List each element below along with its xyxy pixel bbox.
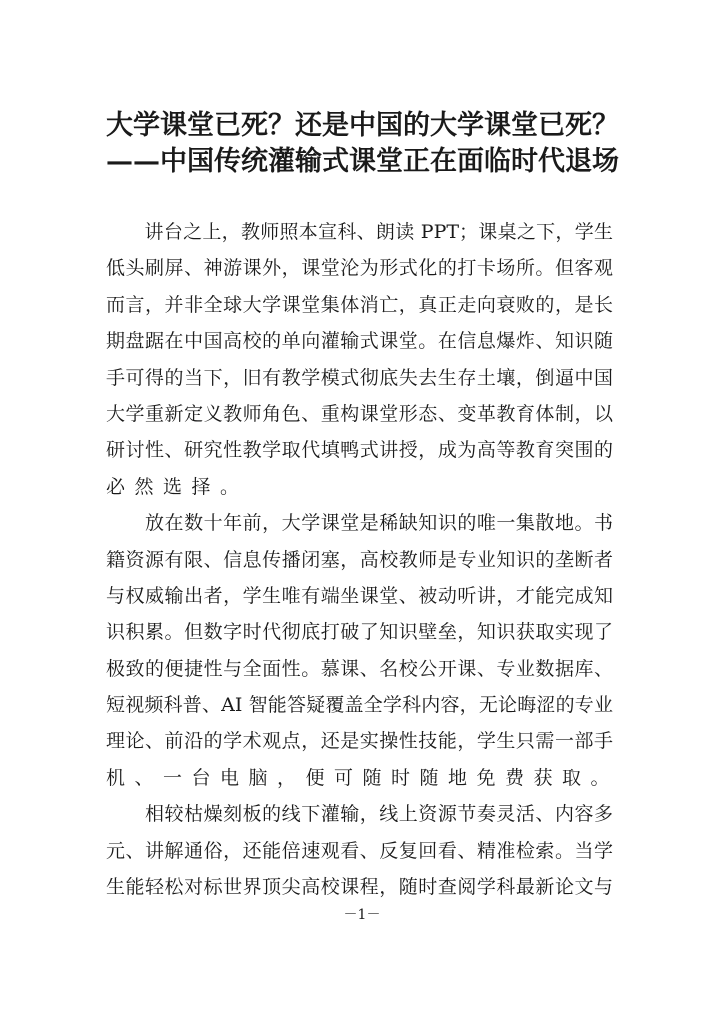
text-line: 元、讲解通俗，还能倍速观看、反复回看、精准检索。当学 (106, 839, 613, 862)
paragraph (106, 796, 613, 905)
text-line: 放在数十年前，大学课堂是稀缺知识的唯一集散地。书 (106, 512, 613, 535)
text-line: 识积累。但数字时代彻底打破了知识壁垒，知识获取实现了 (106, 621, 613, 644)
text-line: 与权威输出者，学生唯有端坐课堂、被动听讲，才能完成知 (106, 584, 613, 607)
text-line: 机、一台电脑，便可随时随地免费获取。 (106, 766, 620, 789)
text-line: 短视频科普、AI 智能答疑覆盖全学科内容，无论晦涩的专业 (106, 694, 613, 717)
text-line: 生能轻松对标世界顶尖高校课程，随时查阅学科最新论文与 (106, 876, 613, 899)
text-line: 期盘踞在中国高校的单向灌输式课堂。在信息爆炸、知识随 (106, 330, 613, 353)
text-line: 极致的便捷性与全面性。慕课、名校公开课、专业数据库、 (106, 657, 613, 680)
text-line: 大学重新定义教师角色、重构课堂形态、变革教育体制，以 (106, 402, 613, 425)
text-line: 籍资源有限、信息传播闭塞，高校教师是专业知识的垄断者 (106, 548, 613, 571)
paragraph (106, 214, 613, 505)
text-line: 讲台之上，教师照本宣科、朗读 PPT；课桌之下，学生 (106, 221, 613, 243)
document-title (106, 108, 619, 180)
text-line: 而言，并非全球大学课堂集体消亡，真正走向衰败的，是长 (106, 293, 613, 316)
title-line-1: 大学课堂已死？还是中国的大学课堂已死？ (106, 110, 619, 141)
title-line-2: ——中国传统灌输式课堂正在面临时代退场 (106, 146, 619, 177)
paragraph (106, 505, 620, 796)
text-line: 相较枯燥刻板的线下灌输，线上资源节奏灵活、内容多 (106, 803, 613, 826)
document-body (106, 214, 620, 905)
page-number: －1－ (343, 907, 381, 923)
text-line: 研讨性、研究性教学取代填鸭式讲授，成为高等教育突围的 (106, 439, 613, 462)
text-line: 手可得的当下，旧有教学模式彻底失去生存土壤，倒逼中国 (106, 366, 613, 389)
text-line: 必然选择。 (106, 475, 249, 498)
text-line: 低头刷屏、神游课外，课堂沦为形式化的打卡场所。但客观 (106, 257, 613, 280)
text-line: 理论、前沿的学术观点，还是实操性技能，学生只需一部手 (106, 730, 613, 753)
